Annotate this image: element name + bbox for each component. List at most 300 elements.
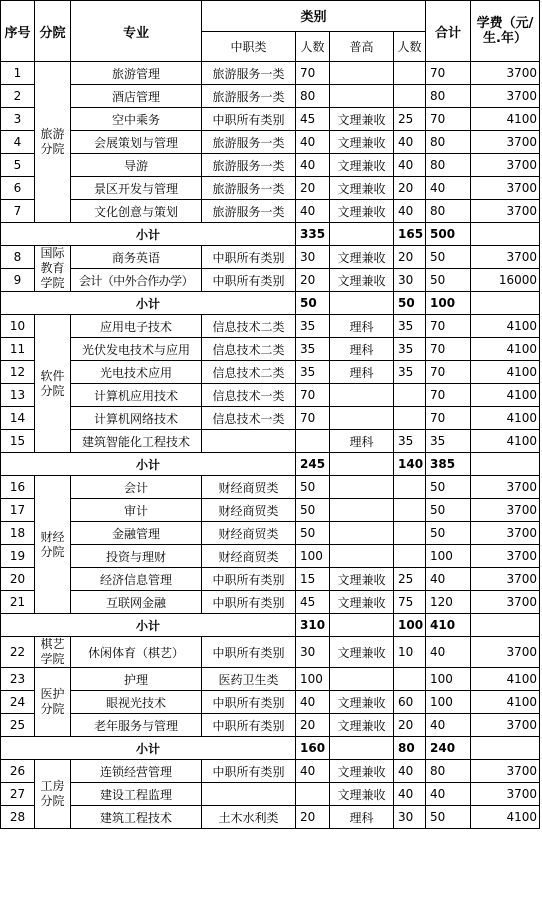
fee-cell: 4100 <box>471 430 540 453</box>
general-category-cell <box>330 476 394 499</box>
major-cell: 休闲体育（棋艺） <box>71 637 202 668</box>
row-number: 28 <box>1 806 35 829</box>
general-category-cell: 理科 <box>330 430 394 453</box>
general-category-cell <box>330 522 394 545</box>
row-number: 15 <box>1 430 35 453</box>
row-number: 24 <box>1 691 35 714</box>
subtotal-general-count: 100 <box>394 614 426 637</box>
general-count-cell <box>394 85 426 108</box>
row-number: 11 <box>1 338 35 361</box>
table-row <box>1 522 540 545</box>
row-number: 9 <box>1 269 35 292</box>
subtotal-spacer <box>330 223 394 246</box>
major-cell: 老年服务与管理 <box>71 714 202 737</box>
general-count-cell: 10 <box>394 637 426 668</box>
header-vocational: 中职类 <box>202 31 296 62</box>
vocational-category-cell: 旅游服务一类 <box>202 154 296 177</box>
major-cell: 商务英语 <box>71 246 202 269</box>
fee-cell: 3700 <box>471 476 540 499</box>
general-category-cell <box>330 545 394 568</box>
row-number: 16 <box>1 476 35 499</box>
table-row <box>1 407 540 430</box>
row-total-cell: 70 <box>426 338 471 361</box>
vocational-category-cell: 土木水利类 <box>202 806 296 829</box>
fee-cell: 4100 <box>471 407 540 430</box>
row-total-cell: 50 <box>426 269 471 292</box>
table-row <box>1 668 540 691</box>
general-count-cell: 40 <box>394 760 426 783</box>
general-count-cell: 35 <box>394 361 426 384</box>
general-category-cell: 文理兼收 <box>330 760 394 783</box>
dept-cell: 财经分院 <box>35 476 71 614</box>
fee-cell: 3700 <box>471 545 540 568</box>
fee-cell: 3700 <box>471 783 540 806</box>
row-number: 7 <box>1 200 35 223</box>
row-total-cell: 70 <box>426 407 471 430</box>
general-category-cell: 文理兼收 <box>330 177 394 200</box>
table-row <box>1 499 540 522</box>
row-number: 21 <box>1 591 35 614</box>
general-count-cell <box>394 522 426 545</box>
general-count-cell: 35 <box>394 338 426 361</box>
general-category-cell <box>330 85 394 108</box>
major-cell: 旅游管理 <box>71 62 202 85</box>
vocational-category-cell: 旅游服务一类 <box>202 62 296 85</box>
general-count-cell: 40 <box>394 783 426 806</box>
table-row <box>1 384 540 407</box>
row-number: 2 <box>1 85 35 108</box>
vocational-category-cell: 旅游服务一类 <box>202 177 296 200</box>
dept-cell: 国际教育学院 <box>35 246 71 292</box>
subtotal-total: 240 <box>426 737 471 760</box>
row-number: 12 <box>1 361 35 384</box>
dept-cell: 工房分院 <box>35 760 71 829</box>
general-category-cell: 理科 <box>330 361 394 384</box>
vocational-count-cell: 20 <box>296 806 330 829</box>
subtotal-label: 小计 <box>1 223 296 246</box>
row-number: 13 <box>1 384 35 407</box>
table-row <box>1 691 540 714</box>
general-category-cell: 文理兼收 <box>330 591 394 614</box>
major-cell: 光伏发电技术与应用 <box>71 338 202 361</box>
header-fee: 学费（元/生.年） <box>471 1 540 62</box>
general-category-cell: 文理兼收 <box>330 269 394 292</box>
general-category-cell <box>330 407 394 430</box>
row-number: 22 <box>1 637 35 668</box>
row-number: 27 <box>1 783 35 806</box>
vocational-count-cell: 100 <box>296 545 330 568</box>
major-cell: 计算机应用技术 <box>71 384 202 407</box>
row-number: 5 <box>1 154 35 177</box>
general-category-cell: 理科 <box>330 315 394 338</box>
vocational-category-cell: 信息技术一类 <box>202 407 296 430</box>
fee-cell: 3700 <box>471 714 540 737</box>
vocational-count-cell: 35 <box>296 315 330 338</box>
general-category-cell: 文理兼收 <box>330 108 394 131</box>
general-count-cell: 20 <box>394 714 426 737</box>
fee-cell: 4100 <box>471 384 540 407</box>
vocational-count-cell: 30 <box>296 246 330 269</box>
row-number: 25 <box>1 714 35 737</box>
general-count-cell <box>394 668 426 691</box>
general-count-cell: 35 <box>394 315 426 338</box>
row-total-cell: 80 <box>426 131 471 154</box>
vocational-count-cell: 15 <box>296 568 330 591</box>
general-count-cell: 40 <box>394 154 426 177</box>
major-cell: 会展策划与管理 <box>71 131 202 154</box>
row-total-cell: 70 <box>426 315 471 338</box>
major-cell: 空中乘务 <box>71 108 202 131</box>
general-category-cell: 理科 <box>330 338 394 361</box>
general-category-cell: 文理兼收 <box>330 200 394 223</box>
header-count-2: 人数 <box>394 31 426 62</box>
general-category-cell: 文理兼收 <box>330 246 394 269</box>
table-row <box>1 177 540 200</box>
major-cell: 审计 <box>71 499 202 522</box>
row-total-cell: 40 <box>426 714 471 737</box>
subtotal-fee <box>471 737 540 760</box>
subtotal-label: 小计 <box>1 453 296 476</box>
table-body <box>1 62 540 829</box>
major-cell: 互联网金融 <box>71 591 202 614</box>
dept-cell: 旅游分院 <box>35 62 71 223</box>
fee-cell: 3700 <box>471 131 540 154</box>
vocational-count-cell: 40 <box>296 131 330 154</box>
general-category-cell <box>330 62 394 85</box>
subtotal-row <box>1 292 540 315</box>
vocational-count-cell: 40 <box>296 154 330 177</box>
row-total-cell: 100 <box>426 545 471 568</box>
fee-cell: 16000 <box>471 269 540 292</box>
header-total: 合计 <box>426 1 471 62</box>
subtotal-general-count: 165 <box>394 223 426 246</box>
vocational-count-cell: 50 <box>296 499 330 522</box>
row-total-cell: 40 <box>426 568 471 591</box>
general-category-cell: 文理兼收 <box>330 154 394 177</box>
general-category-cell: 文理兼收 <box>330 783 394 806</box>
vocational-count-cell <box>296 783 330 806</box>
row-number: 18 <box>1 522 35 545</box>
row-total-cell: 100 <box>426 668 471 691</box>
vocational-category-cell: 中职所有类别 <box>202 691 296 714</box>
general-count-cell <box>394 407 426 430</box>
vocational-category-cell: 旅游服务一类 <box>202 131 296 154</box>
row-number: 26 <box>1 760 35 783</box>
subtotal-general-count: 80 <box>394 737 426 760</box>
fee-cell: 4100 <box>471 668 540 691</box>
table-row <box>1 568 540 591</box>
fee-cell: 3700 <box>471 568 540 591</box>
vocational-category-cell: 中职所有类别 <box>202 269 296 292</box>
major-cell: 投资与理财 <box>71 545 202 568</box>
table-row <box>1 806 540 829</box>
general-count-cell: 60 <box>394 691 426 714</box>
vocational-count-cell: 70 <box>296 62 330 85</box>
row-total-cell: 40 <box>426 783 471 806</box>
vocational-count-cell: 20 <box>296 177 330 200</box>
header-dept: 分院 <box>35 1 71 62</box>
row-total-cell: 80 <box>426 85 471 108</box>
table-row <box>1 131 540 154</box>
general-count-cell: 40 <box>394 200 426 223</box>
subtotal-fee <box>471 223 540 246</box>
table-row <box>1 269 540 292</box>
dept-cell: 棋艺学院 <box>35 637 71 668</box>
vocational-count-cell: 100 <box>296 668 330 691</box>
fee-cell: 3700 <box>471 499 540 522</box>
general-category-cell: 文理兼收 <box>330 568 394 591</box>
row-number: 4 <box>1 131 35 154</box>
vocational-category-cell <box>202 783 296 806</box>
fee-cell: 3700 <box>471 637 540 668</box>
row-total-cell: 80 <box>426 154 471 177</box>
general-category-cell: 文理兼收 <box>330 691 394 714</box>
major-cell: 景区开发与管理 <box>71 177 202 200</box>
vocational-count-cell: 50 <box>296 522 330 545</box>
major-cell: 文化创意与策划 <box>71 200 202 223</box>
fee-cell: 4100 <box>471 361 540 384</box>
general-count-cell: 20 <box>394 177 426 200</box>
row-total-cell: 35 <box>426 430 471 453</box>
vocational-count-cell: 70 <box>296 407 330 430</box>
subtotal-row <box>1 737 540 760</box>
header-general: 普高 <box>330 31 394 62</box>
vocational-category-cell <box>202 430 296 453</box>
vocational-category-cell: 中职所有类别 <box>202 714 296 737</box>
major-cell: 建设工程监理 <box>71 783 202 806</box>
major-cell: 计算机网络技术 <box>71 407 202 430</box>
table-row <box>1 361 540 384</box>
subtotal-vocational-count: 335 <box>296 223 330 246</box>
table-row <box>1 591 540 614</box>
fee-cell: 3700 <box>471 200 540 223</box>
row-total-cell: 50 <box>426 806 471 829</box>
vocational-count-cell: 40 <box>296 691 330 714</box>
fee-cell: 3700 <box>471 62 540 85</box>
subtotal-label: 小计 <box>1 614 296 637</box>
vocational-category-cell: 信息技术二类 <box>202 361 296 384</box>
row-number: 1 <box>1 62 35 85</box>
table-row <box>1 62 540 85</box>
major-cell: 建筑智能化工程技术 <box>71 430 202 453</box>
fee-cell: 3700 <box>471 177 540 200</box>
subtotal-total: 100 <box>426 292 471 315</box>
table-row <box>1 154 540 177</box>
vocational-category-cell: 中职所有类别 <box>202 760 296 783</box>
row-number: 8 <box>1 246 35 269</box>
row-total-cell: 50 <box>426 476 471 499</box>
header-major: 专业 <box>71 1 202 62</box>
general-count-cell: 30 <box>394 806 426 829</box>
vocational-category-cell: 中职所有类别 <box>202 637 296 668</box>
fee-cell: 3700 <box>471 246 540 269</box>
row-number: 23 <box>1 668 35 691</box>
header-seq: 序号 <box>1 1 35 62</box>
general-count-cell <box>394 545 426 568</box>
dept-cell: 软件分院 <box>35 315 71 453</box>
table-row <box>1 760 540 783</box>
dept-cell: 医护分院 <box>35 668 71 737</box>
row-total-cell: 70 <box>426 384 471 407</box>
subtotal-vocational-count: 160 <box>296 737 330 760</box>
general-category-cell <box>330 499 394 522</box>
major-cell: 应用电子技术 <box>71 315 202 338</box>
row-number: 10 <box>1 315 35 338</box>
subtotal-spacer <box>330 614 394 637</box>
table-row <box>1 476 540 499</box>
vocational-count-cell: 45 <box>296 591 330 614</box>
vocational-count-cell <box>296 430 330 453</box>
vocational-count-cell: 80 <box>296 85 330 108</box>
general-count-cell: 25 <box>394 108 426 131</box>
general-count-cell: 35 <box>394 430 426 453</box>
major-cell: 酒店管理 <box>71 85 202 108</box>
row-total-cell: 120 <box>426 591 471 614</box>
general-count-cell: 75 <box>394 591 426 614</box>
subtotal-fee <box>471 614 540 637</box>
fee-cell: 4100 <box>471 691 540 714</box>
vocational-count-cell: 35 <box>296 338 330 361</box>
subtotal-spacer <box>330 292 394 315</box>
table-row <box>1 430 540 453</box>
table-row <box>1 338 540 361</box>
vocational-count-cell: 70 <box>296 384 330 407</box>
vocational-category-cell: 医药卫生类 <box>202 668 296 691</box>
subtotal-vocational-count: 245 <box>296 453 330 476</box>
row-total-cell: 100 <box>426 691 471 714</box>
row-total-cell: 70 <box>426 62 471 85</box>
row-total-cell: 80 <box>426 760 471 783</box>
subtotal-spacer <box>330 453 394 476</box>
subtotal-vocational-count: 50 <box>296 292 330 315</box>
vocational-count-cell: 45 <box>296 108 330 131</box>
subtotal-general-count: 50 <box>394 292 426 315</box>
row-total-cell: 40 <box>426 637 471 668</box>
vocational-category-cell: 中职所有类别 <box>202 591 296 614</box>
subtotal-row <box>1 614 540 637</box>
major-cell: 连锁经营管理 <box>71 760 202 783</box>
row-total-cell: 70 <box>426 108 471 131</box>
fee-cell: 4100 <box>471 338 540 361</box>
vocational-category-cell: 财经商贸类 <box>202 476 296 499</box>
table-row <box>1 200 540 223</box>
subtotal-fee <box>471 292 540 315</box>
vocational-count-cell: 50 <box>296 476 330 499</box>
fee-cell: 3700 <box>471 522 540 545</box>
vocational-category-cell: 中职所有类别 <box>202 568 296 591</box>
vocational-count-cell: 30 <box>296 637 330 668</box>
subtotal-vocational-count: 310 <box>296 614 330 637</box>
major-cell: 眼视光技术 <box>71 691 202 714</box>
table-row <box>1 85 540 108</box>
major-cell: 会计（中外合作办学） <box>71 269 202 292</box>
subtotal-label: 小计 <box>1 737 296 760</box>
vocational-category-cell: 旅游服务一类 <box>202 85 296 108</box>
row-total-cell: 50 <box>426 499 471 522</box>
vocational-category-cell: 信息技术二类 <box>202 315 296 338</box>
general-count-cell: 20 <box>394 246 426 269</box>
row-number: 17 <box>1 499 35 522</box>
subtotal-total: 385 <box>426 453 471 476</box>
table-row <box>1 637 540 668</box>
row-number: 14 <box>1 407 35 430</box>
major-cell: 护理 <box>71 668 202 691</box>
vocational-category-cell: 信息技术二类 <box>202 338 296 361</box>
fee-cell: 4100 <box>471 108 540 131</box>
vocational-category-cell: 财经商贸类 <box>202 522 296 545</box>
row-total-cell: 50 <box>426 246 471 269</box>
major-cell: 光电技术应用 <box>71 361 202 384</box>
row-total-cell: 40 <box>426 177 471 200</box>
major-cell: 建筑工程技术 <box>71 806 202 829</box>
major-cell: 导游 <box>71 154 202 177</box>
major-cell: 经济信息管理 <box>71 568 202 591</box>
fee-cell: 3700 <box>471 85 540 108</box>
table-row <box>1 545 540 568</box>
fee-cell: 3700 <box>471 760 540 783</box>
general-count-cell <box>394 62 426 85</box>
vocational-count-cell: 40 <box>296 200 330 223</box>
header-count-1: 人数 <box>296 31 330 62</box>
subtotal-spacer <box>330 737 394 760</box>
header-category: 类别 <box>202 1 426 32</box>
general-category-cell: 文理兼收 <box>330 714 394 737</box>
general-category-cell <box>330 384 394 407</box>
general-category-cell: 文理兼收 <box>330 637 394 668</box>
table-row <box>1 246 540 269</box>
general-count-cell <box>394 499 426 522</box>
fee-cell: 3700 <box>471 154 540 177</box>
row-number: 3 <box>1 108 35 131</box>
vocational-count-cell: 20 <box>296 269 330 292</box>
fee-cell: 4100 <box>471 806 540 829</box>
general-category-cell: 文理兼收 <box>330 131 394 154</box>
subtotal-total: 500 <box>426 223 471 246</box>
vocational-count-cell: 35 <box>296 361 330 384</box>
table-row <box>1 783 540 806</box>
table-row <box>1 108 540 131</box>
table-header <box>1 1 540 62</box>
vocational-count-cell: 40 <box>296 760 330 783</box>
vocational-category-cell: 财经商贸类 <box>202 545 296 568</box>
major-cell: 金融管理 <box>71 522 202 545</box>
general-count-cell: 25 <box>394 568 426 591</box>
general-count-cell: 40 <box>394 131 426 154</box>
general-category-cell <box>330 668 394 691</box>
vocational-count-cell: 20 <box>296 714 330 737</box>
subtotal-general-count: 140 <box>394 453 426 476</box>
subtotal-row <box>1 453 540 476</box>
general-count-cell <box>394 476 426 499</box>
fee-cell: 4100 <box>471 315 540 338</box>
subtotal-total: 410 <box>426 614 471 637</box>
vocational-category-cell: 中职所有类别 <box>202 108 296 131</box>
general-category-cell: 理科 <box>330 806 394 829</box>
row-number: 19 <box>1 545 35 568</box>
table-row <box>1 315 540 338</box>
subtotal-label: 小计 <box>1 292 296 315</box>
vocational-category-cell: 信息技术一类 <box>202 384 296 407</box>
fee-cell: 3700 <box>471 591 540 614</box>
vocational-category-cell: 旅游服务一类 <box>202 200 296 223</box>
row-total-cell: 80 <box>426 200 471 223</box>
vocational-category-cell: 中职所有类别 <box>202 246 296 269</box>
row-number: 20 <box>1 568 35 591</box>
general-count-cell: 30 <box>394 269 426 292</box>
row-number: 6 <box>1 177 35 200</box>
table-row <box>1 714 540 737</box>
general-count-cell <box>394 384 426 407</box>
